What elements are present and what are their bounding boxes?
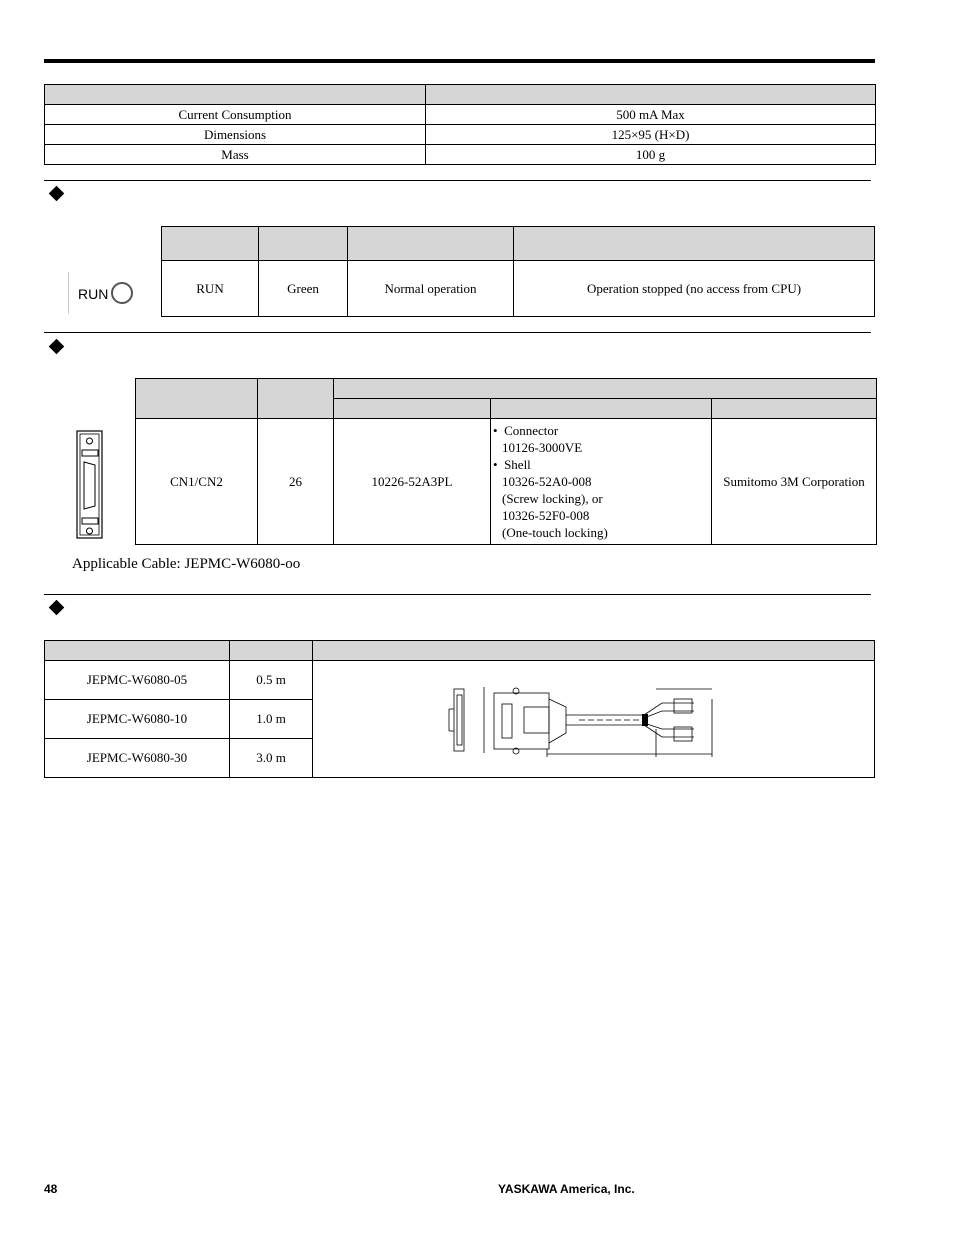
page-number: 48: [44, 1182, 58, 1196]
cable-length: 0.5 m: [230, 661, 313, 700]
table-row: [162, 261, 875, 317]
connector-table: [135, 378, 877, 545]
connector-module-side: 10226-52A3PL: [334, 419, 491, 545]
cable-header-cell: [313, 641, 875, 661]
indicator-name: RUN: [162, 261, 259, 317]
connector-pins: 26: [258, 419, 334, 545]
cable-header-cell: [230, 641, 313, 661]
cable-diagram-cell: [313, 661, 875, 778]
section-rule: [44, 594, 871, 595]
spec-label: Dimensions: [45, 125, 426, 145]
connector-header-cell: [136, 379, 258, 419]
cable-length: 1.0 m: [230, 700, 313, 739]
spec-value: 100 g: [426, 145, 876, 165]
diamond-bullet-icon: [49, 339, 65, 355]
list-item: 10326-52F0-008: [502, 508, 590, 523]
cable-model: JEPMC-W6080-30: [45, 739, 230, 778]
connector-header-cell: [334, 379, 877, 399]
connector-socket-icon: [76, 430, 104, 540]
diamond-bullet-icon: [49, 186, 65, 202]
connector-cable-side: [491, 419, 712, 545]
list-item: (One-touch locking): [502, 525, 608, 540]
run-led-icon: [68, 272, 139, 314]
table-row: [45, 105, 876, 125]
section-rule: [44, 180, 871, 181]
indicator-header-cell: [259, 227, 348, 261]
indicator-unlit-meaning: Operation stopped (no access from CPU): [514, 261, 875, 317]
connector-subheader-cell: [491, 399, 712, 419]
footer-company: YASKAWA America, Inc.: [498, 1182, 635, 1196]
connector-header-cell: [258, 379, 334, 419]
connector-name: CN1/CN2: [136, 419, 258, 545]
indicator-header-cell: [514, 227, 875, 261]
connector-subheader-cell: [712, 399, 877, 419]
cable-table: [44, 640, 875, 778]
indicator-table: [161, 226, 875, 317]
cable-length: 3.0 m: [230, 739, 313, 778]
spec-header-cell: [45, 85, 426, 105]
spec-label: Current Consumption: [45, 105, 426, 125]
cable-header-cell: [45, 641, 230, 661]
run-led-label: RUN: [78, 286, 109, 302]
indicator-lit-meaning: Normal operation: [348, 261, 514, 317]
list-item: • Connector: [493, 423, 559, 438]
diamond-bullet-icon: [49, 600, 65, 616]
spec-header-cell: [426, 85, 876, 105]
led-circle-icon: [110, 281, 134, 305]
indicator-header-cell: [348, 227, 514, 261]
section-rule: [44, 332, 871, 333]
list-item: 10126-3000VE: [502, 440, 583, 455]
connector-manufacturer: Sumitomo 3M Corporation: [712, 419, 877, 545]
indicator-color: Green: [259, 261, 348, 317]
cable-diagram: [444, 679, 744, 759]
connector-subheader-cell: [334, 399, 491, 419]
table-row: [45, 661, 875, 700]
spec-table: [44, 84, 876, 165]
cable-model: JEPMC-W6080-05: [45, 661, 230, 700]
indicator-header-cell: [162, 227, 259, 261]
spec-label: Mass: [45, 145, 426, 165]
list-item: (Screw locking), or: [502, 491, 603, 506]
list-item: 10326-52A0-008: [502, 474, 592, 489]
table-row: [45, 145, 876, 165]
list-item: • Shell: [493, 457, 531, 472]
cable-heat-shrink: [642, 714, 648, 726]
table-row: [136, 419, 877, 545]
spec-value: 500 mA Max: [426, 105, 876, 125]
cable-model: JEPMC-W6080-10: [45, 700, 230, 739]
spec-value: 125×95 (H×D): [426, 125, 876, 145]
applicable-cable-note: Applicable Cable: JEPMC-W6080-oo: [72, 556, 301, 572]
table-row: [45, 125, 876, 145]
header-rule: [44, 59, 875, 63]
